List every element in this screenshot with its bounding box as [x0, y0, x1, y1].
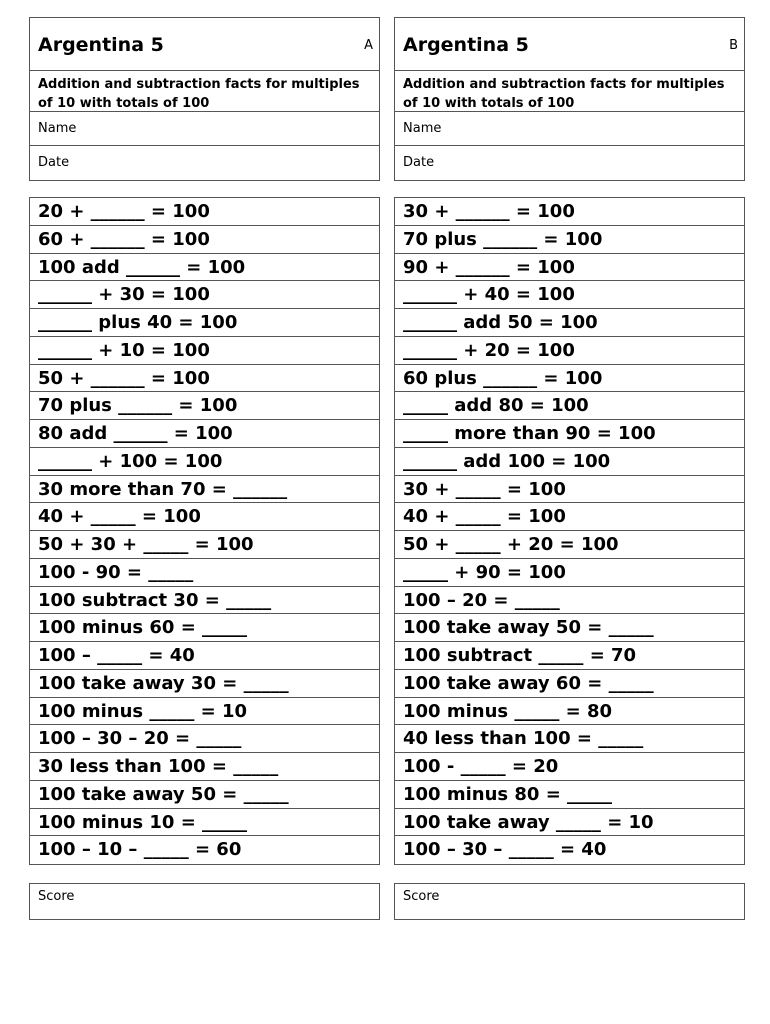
question-row[interactable]: _____ more than 90 = 100 [395, 420, 744, 448]
question-row[interactable]: 40 less than 100 = _____ [395, 725, 744, 753]
question-row[interactable]: _____ + 90 = 100 [395, 559, 744, 587]
score-label: Score [38, 889, 75, 904]
name-field[interactable]: Name [30, 112, 379, 146]
worksheet-a-header [29, 17, 380, 181]
title-row [30, 18, 379, 71]
question-row[interactable]: 30 + _____ = 100 [395, 476, 744, 504]
question-row[interactable]: 100 take away 60 = _____ [395, 670, 744, 698]
question-row[interactable]: ______ + 10 = 100 [30, 337, 379, 365]
question-row[interactable]: 80 add ______ = 100 [30, 420, 379, 448]
name-field[interactable]: Name [395, 112, 744, 146]
question-row[interactable]: 20 + ______ = 100 [30, 198, 379, 226]
question-row[interactable]: 60 plus ______ = 100 [395, 365, 744, 393]
score-box-a[interactable] [29, 883, 380, 920]
score-box-b[interactable] [394, 883, 745, 920]
worksheet-b-header [394, 17, 745, 181]
question-row[interactable]: 40 + _____ = 100 [30, 503, 379, 531]
question-row[interactable]: 100 add ______ = 100 [30, 254, 379, 282]
question-row[interactable]: 100 minus 10 = _____ [30, 809, 379, 837]
question-row[interactable]: ______ + 40 = 100 [395, 281, 744, 309]
question-row[interactable]: 100 – _____ = 40 [30, 642, 379, 670]
question-row[interactable]: 100 – 10 – _____ = 60 [38, 839, 242, 861]
question-list-a [29, 197, 380, 865]
question-row[interactable]: 100 - _____ = 20 [395, 753, 744, 781]
question-row[interactable]: 50 + _____ + 20 = 100 [395, 531, 744, 559]
question-row[interactable]: 70 plus ______ = 100 [30, 392, 379, 420]
worksheet-title: Argentina 5 [38, 34, 164, 56]
question-row[interactable]: 30 more than 70 = ______ [30, 476, 379, 504]
question-row[interactable]: 100 take away 50 = _____ [30, 781, 379, 809]
question-row[interactable]: 100 minus _____ = 10 [30, 698, 379, 726]
question-row[interactable]: ______ + 100 = 100 [30, 448, 379, 476]
question-row[interactable]: 30 + ______ = 100 [395, 198, 744, 226]
question-row[interactable]: 70 plus ______ = 100 [395, 226, 744, 254]
worksheet-letter: A [364, 38, 373, 53]
worksheet-title: Argentina 5 [403, 34, 529, 56]
question-row[interactable]: 60 + ______ = 100 [30, 226, 379, 254]
question-row[interactable]: 100 – 20 = _____ [395, 587, 744, 615]
question-row[interactable]: _____ add 80 = 100 [395, 392, 744, 420]
question-row[interactable]: ______ + 20 = 100 [395, 337, 744, 365]
date-field[interactable]: Date [403, 155, 435, 170]
question-row[interactable]: 100 minus 60 = _____ [30, 614, 379, 642]
question-row[interactable]: 100 take away 50 = _____ [395, 614, 744, 642]
question-row[interactable]: ______ plus 40 = 100 [30, 309, 379, 337]
question-row[interactable]: ______ add 50 = 100 [395, 309, 744, 337]
question-row[interactable]: 100 take away 30 = _____ [30, 670, 379, 698]
question-row[interactable]: 100 subtract 30 = _____ [30, 587, 379, 615]
question-row[interactable]: 100 – 30 – 20 = _____ [30, 725, 379, 753]
question-row[interactable]: 100 minus 80 = _____ [395, 781, 744, 809]
question-row[interactable]: ______ + 30 = 100 [30, 281, 379, 309]
worksheet-subtitle: Addition and subtraction facts for multiples of 10 with totals of 100 [30, 71, 379, 112]
question-row[interactable]: 100 – 30 – _____ = 40 [403, 839, 607, 861]
question-row[interactable]: ______ add 100 = 100 [395, 448, 744, 476]
question-row[interactable]: 40 + _____ = 100 [395, 503, 744, 531]
question-row[interactable]: 30 less than 100 = _____ [30, 753, 379, 781]
question-row[interactable]: 50 + 30 + _____ = 100 [30, 531, 379, 559]
question-row[interactable]: 50 + ______ = 100 [30, 365, 379, 393]
question-row[interactable]: 100 take away _____ = 10 [395, 809, 744, 837]
title-row [395, 18, 744, 71]
score-label: Score [403, 889, 440, 904]
question-row[interactable]: 100 subtract _____ = 70 [395, 642, 744, 670]
question-list-b [394, 197, 745, 865]
worksheet-letter: B [729, 38, 738, 53]
question-row[interactable]: 90 + ______ = 100 [395, 254, 744, 282]
worksheet-subtitle: Addition and subtraction facts for multiples of 10 with totals of 100 [395, 71, 744, 112]
date-field[interactable]: Date [38, 155, 70, 170]
question-row[interactable]: 100 minus _____ = 80 [395, 698, 744, 726]
question-row[interactable]: 100 - 90 = _____ [30, 559, 379, 587]
